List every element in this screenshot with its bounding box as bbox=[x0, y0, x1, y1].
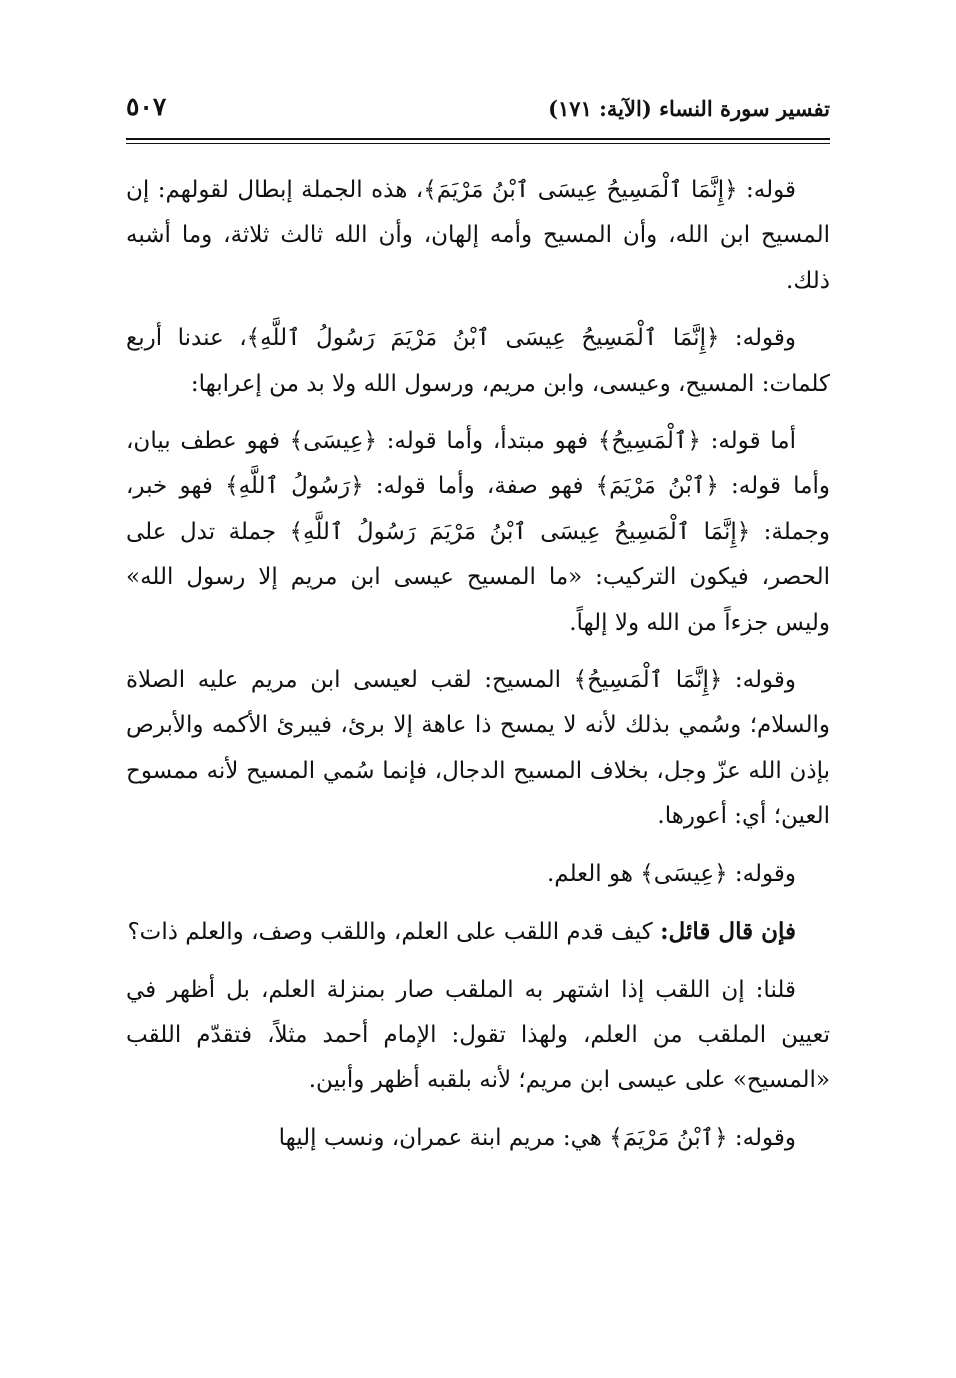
body-text bbox=[126, 168, 830, 1173]
paragraph-4-text: وقوله: ﴿إِنَّمَا ٱلْمَسِيحُ﴾ المسيح: لقب لعيسى ابن مريم عليه الصلاة والسلام؛ وسُمي بذلك لأنه لا يمسح ذا عاهة إلا برئ، فيبرئ الأكمه والأبرص بإذن الله عزّ وجل، بخلاف المسيح الدجال، فإنما سُمي المسيح لأنه ممسوح العين؛ أي: أعورها. bbox=[126, 667, 830, 830]
paragraph-6-text: كيف قدم اللقب على العلم، واللقب وصف، والعلم ذات؟ bbox=[127, 919, 661, 946]
paragraph-4 bbox=[126, 658, 830, 840]
paragraph-6 bbox=[126, 909, 830, 955]
paragraph-1 bbox=[126, 168, 830, 304]
running-title: تفسير سورة النساء (الآية: ١٧١) bbox=[548, 96, 830, 121]
paragraph-2-text: وقوله: ﴿إِنَّمَا ٱلْمَسِيحُ عِيسَى ٱبْنُ مَرْيَمَ رَسُولُ ٱللَّهِ﴾، عندنا أربع كلمات: المسيح، وعيسى، وابن مريم، ورسول الله ولا بد من إعرابها: bbox=[126, 325, 830, 397]
paragraph-5 bbox=[126, 852, 830, 897]
page-number: ٥٠٧ bbox=[126, 92, 167, 121]
paragraph-5-text: وقوله: ﴿عِيسَى﴾ هو العلم. bbox=[546, 860, 796, 887]
header-rule-thick bbox=[126, 138, 830, 140]
paragraph-7-text: قلنا: إن اللقب إذا اشتهر به الملقب صار بمنزلة العلم، بل أظهر في تعيين الملقب من العلم، ولهذا تقول: الإمام أحمد مثلاً، فتقدّم اللقب «المسيح» على عيسى ابن مريم؛ لأنه بلقبه أظهر وأبين. bbox=[126, 976, 830, 1094]
paragraph-3 bbox=[126, 419, 830, 646]
paragraph-2 bbox=[126, 316, 830, 407]
paragraph-7 bbox=[126, 968, 830, 1104]
page-header bbox=[126, 90, 830, 136]
paragraph-1-text: قوله: ﴿إِنَّمَا ٱلْمَسِيحُ عِيسَى ٱبْنُ مَرْيَمَ﴾، هذه الجملة إبطال لقولهم: إن المسيح ابن الله، وأن المسيح وأمه إلهان، وأن الله ثالث ثلاثة، وما أشبه ذلك. bbox=[126, 177, 830, 294]
paragraph-8-text: وقوله: ﴿ٱبْنُ مَرْيَمَ﴾ هي: مريم ابنة عمران، ونسب إليها bbox=[278, 1124, 796, 1151]
paragraph-6-lead: فإن قال قائل: bbox=[660, 918, 796, 946]
paragraph-3-text: أما قوله: ﴿ٱلْمَسِيحُ﴾ فهو مبتدأ، وأما قوله: ﴿عِيسَى﴾ فهو عطف بيان، وأما قوله: ﴿ٱبْنُ مَرْيَمَ﴾ فهو صفة، وأما قوله: ﴿رَسُولُ ٱللَّهِ﴾ فهو خبر، وجملة: ﴿إِنَّمَا ٱلْمَسِيحُ عِيسَى ٱبْنُ مَرْيَمَ رَسُولُ ٱللَّهِ﴾ جملة تدل على الحصر، فيكون التركيب: «ما المسيح عيسى ابن مريم إلا رسول الله» وليس جزءاً من الله ولا إلهاً. bbox=[126, 428, 830, 636]
header-rule-thin bbox=[126, 143, 830, 144]
paragraph-8 bbox=[126, 1116, 830, 1161]
